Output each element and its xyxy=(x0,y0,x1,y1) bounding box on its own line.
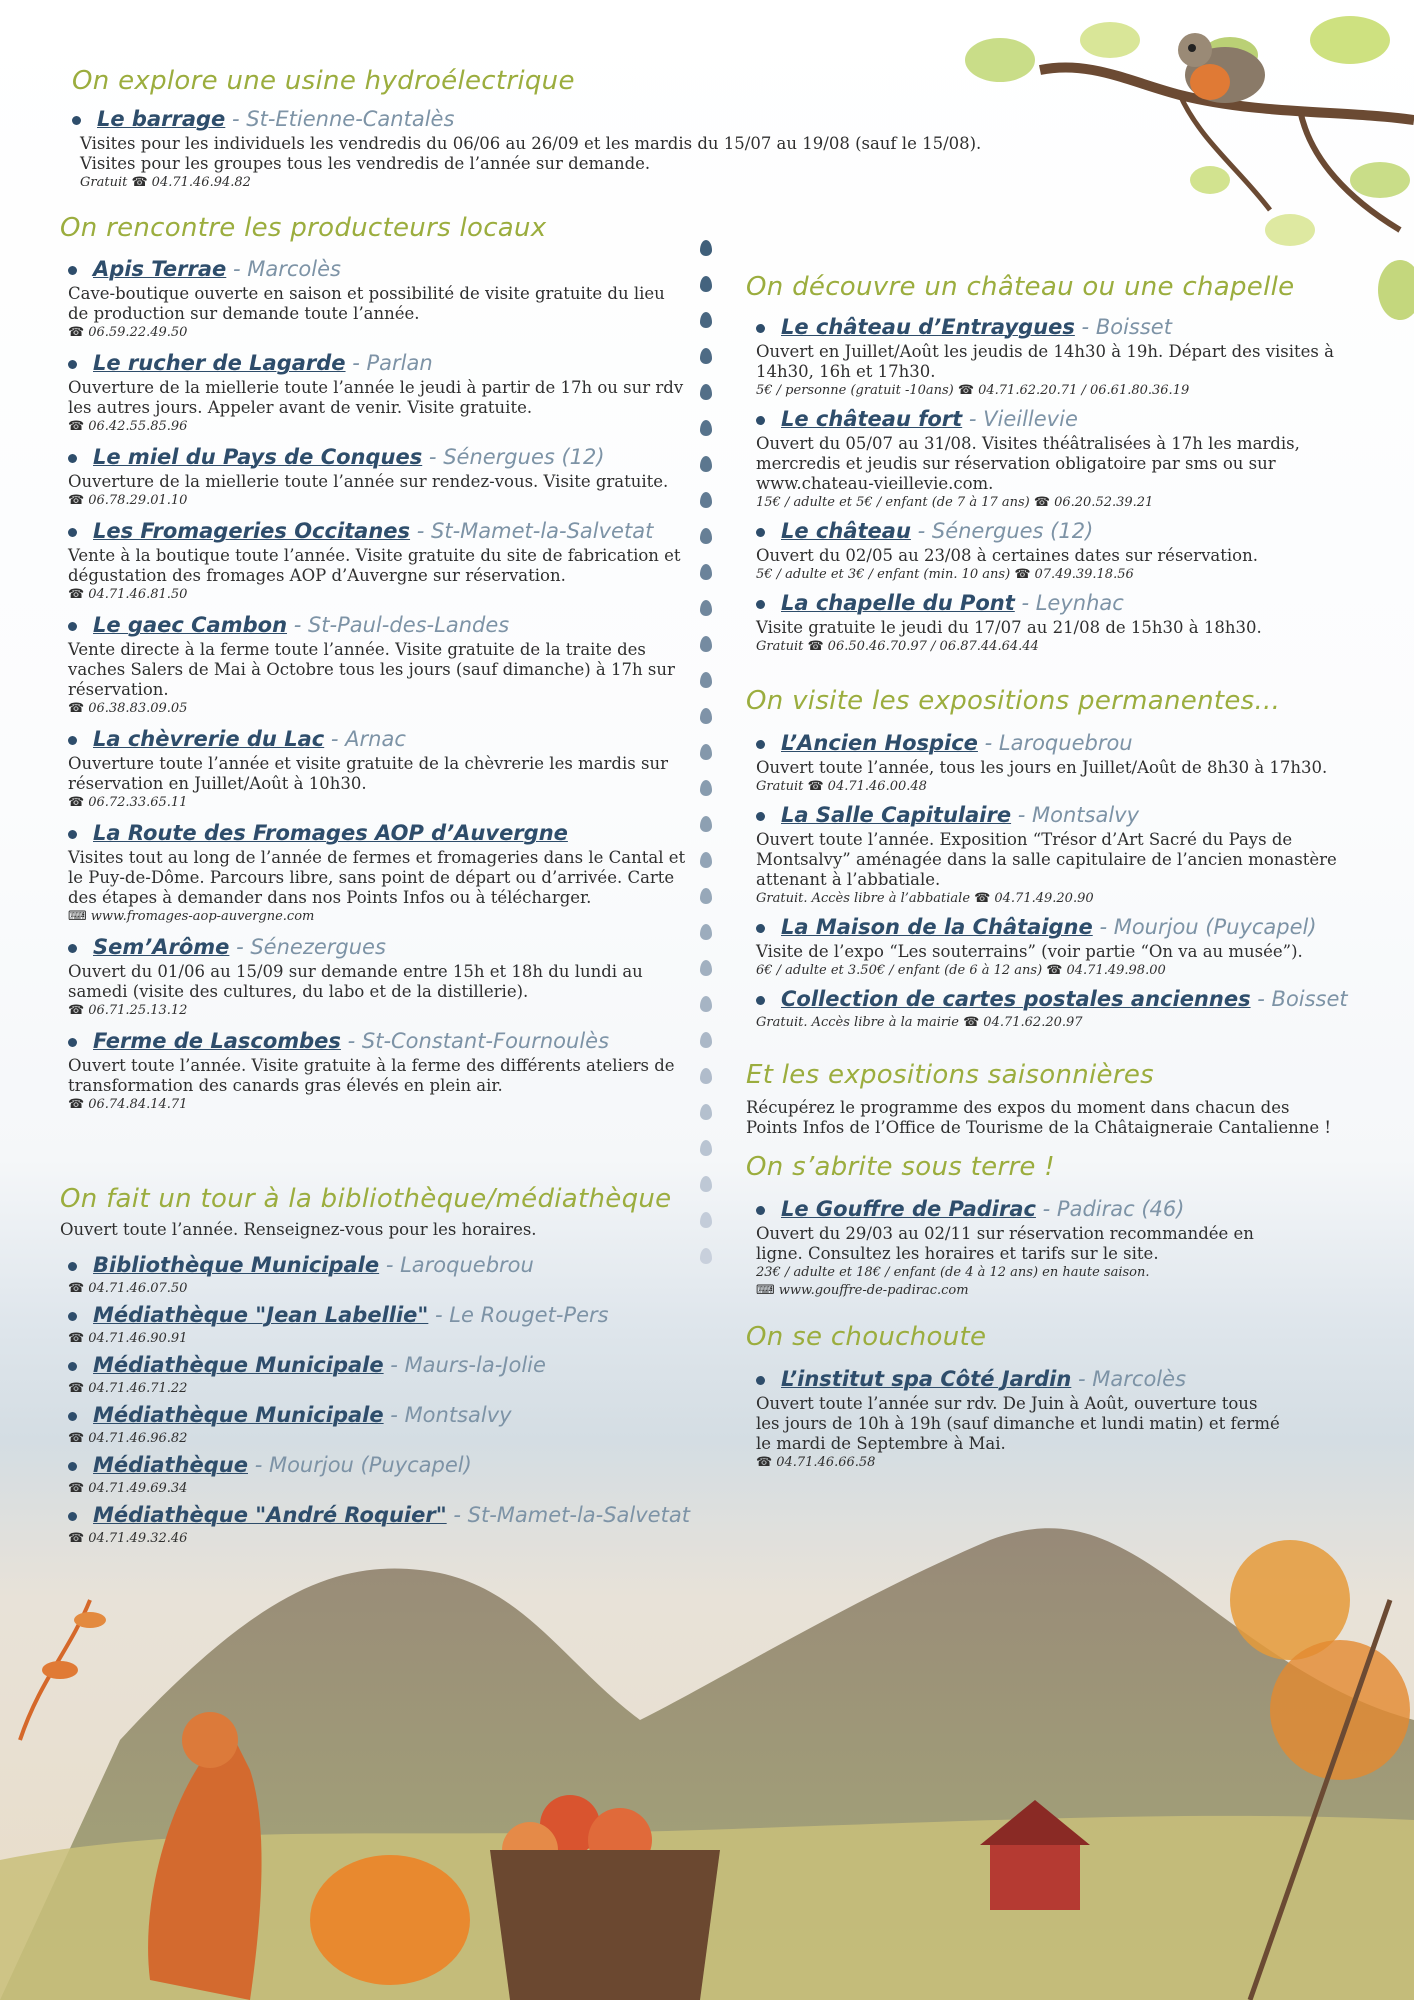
item-place: Marcolès xyxy=(1092,1367,1187,1391)
item-phone: 04.71.46.90.91 xyxy=(88,1331,188,1346)
item-description: Ouvert du 02/05 au 23/08 à certaines dates sur réservation. xyxy=(756,546,1258,565)
list-item xyxy=(68,1250,748,1298)
separator: - xyxy=(1257,987,1265,1011)
item-phone: 04.71.49.69.34 xyxy=(88,1481,188,1496)
item-website[interactable]: www.fromages-aop-auvergne.com xyxy=(90,909,315,924)
item-price: Gratuit. Accès libre à la mairie xyxy=(756,1015,959,1030)
item-name: Les Fromageries Occitanes xyxy=(93,519,411,543)
bullet-icon xyxy=(68,830,77,839)
item-place: Le Rouget-Pers xyxy=(449,1303,609,1327)
bullet-icon xyxy=(756,324,765,333)
phone-icon: ☎ xyxy=(68,1003,85,1018)
web-icon: ⌨ xyxy=(756,1283,775,1298)
phone-icon: ☎ xyxy=(68,1531,85,1546)
item-phone: 04.71.46.81.50 xyxy=(88,587,188,602)
separator: - xyxy=(428,445,437,469)
phone-icon: ☎ xyxy=(68,1431,85,1446)
raindrop-icon xyxy=(700,1212,712,1228)
item-phone: 06.59.22.49.50 xyxy=(88,325,188,340)
separator: - xyxy=(385,1253,394,1277)
raindrop-icon xyxy=(700,924,712,940)
section-title-expos: On visite les expositions permanentes... xyxy=(746,686,1281,716)
expos-list xyxy=(756,728,1356,1036)
list-item xyxy=(756,588,1346,656)
bibliotheque-intro: Ouvert toute l’année. Renseignez-vous pour les horaires. xyxy=(60,1220,537,1239)
item-phone: 06.74.84.14.71 xyxy=(88,1097,188,1112)
raindrop-icon xyxy=(700,1104,712,1120)
bullet-icon xyxy=(756,740,765,749)
item-name: La chapelle du Pont xyxy=(781,591,1015,615)
item-name: Le château fort xyxy=(781,407,963,431)
item-phone: 04.71.46.71.22 xyxy=(88,1381,188,1396)
bullet-icon xyxy=(756,812,765,821)
item-name: La Route des Fromages AOP d’Auvergne xyxy=(93,821,568,845)
section-title-chateau: On découvre un château ou une chapelle xyxy=(746,272,1295,302)
list-item xyxy=(68,932,688,1020)
item-name: La Salle Capitulaire xyxy=(781,803,1012,827)
item-phone: 04.71.46.94.82 xyxy=(151,175,251,190)
list-item xyxy=(72,104,1012,192)
web-icon: ⌨ xyxy=(68,909,87,924)
raindrop-icon xyxy=(700,492,712,508)
separator: - xyxy=(236,935,244,959)
item-name: Médiathèque Municipale xyxy=(93,1403,384,1427)
separator: - xyxy=(232,257,241,281)
item-place: St-Etienne-Cantalès xyxy=(246,107,455,131)
section-title-chouchoute: On se chouchoute xyxy=(746,1322,987,1352)
item-place: St-Mamet-la-Salvetat xyxy=(467,1503,690,1527)
producteurs-list xyxy=(68,254,688,1120)
raindrop-icon xyxy=(700,996,712,1012)
bullet-icon xyxy=(756,924,765,933)
raindrop-icon xyxy=(700,708,712,724)
separator: - xyxy=(435,1303,443,1327)
separator: - xyxy=(453,1503,461,1527)
item-name: Le barrage xyxy=(97,107,226,131)
item-description: Ouvert toute l’année. Visite gratuite à la ferme des différents ateliers de transformation des canards gras élevés en plein air. xyxy=(68,1056,675,1095)
section-title-saison: Et les expositions saisonnières xyxy=(746,1060,1154,1090)
raindrop-icon xyxy=(700,1068,712,1084)
item-price: 5€ / personne (gratuit -10ans) xyxy=(756,383,954,398)
item-phone: 04.71.49.98.00 xyxy=(1066,963,1166,978)
section-title-usine: On explore une usine hydroélectrique xyxy=(72,66,575,96)
item-phone: 06.71.25.13.12 xyxy=(88,1003,188,1018)
item-name: Collection de cartes postales anciennes xyxy=(781,987,1251,1011)
raindrop-icon xyxy=(700,672,712,688)
item-price: Gratuit xyxy=(756,639,804,654)
item-name: Le rucher de Lagarde xyxy=(93,351,346,375)
separator: - xyxy=(254,1453,263,1477)
bullet-icon xyxy=(68,1038,77,1047)
item-name: Sem’Arôme xyxy=(93,935,230,959)
list-item xyxy=(756,404,1346,512)
item-name: L’institut spa Côté Jardin xyxy=(781,1367,1072,1391)
phone-icon: ☎ xyxy=(131,175,148,190)
phone-icon: ☎ xyxy=(807,779,824,794)
bullet-icon xyxy=(68,944,77,953)
item-name: Ferme de Lascombes xyxy=(93,1029,341,1053)
bullet-icon xyxy=(68,1462,77,1471)
item-place: Leynhac xyxy=(1035,591,1124,615)
item-description: Ouvert toute l’année sur rdv. De Juin à Août, ouverture tous les jours de 10h à 19h (sauf dimanche et lundi matin) et fermé le mardi de Septembre à Mai. xyxy=(756,1394,1280,1453)
item-name: Le gaec Cambon xyxy=(93,613,288,637)
chouchoute-list xyxy=(756,1364,1286,1476)
usine-list xyxy=(72,104,1012,192)
item-description: Visites tout au long de l’année de fermes et fromageries dans le Cantal et le Puy-de-Dôme. Parcours libre, sans point de départ ou d’arrivée. Carte des étapes à demander dans nos Points Infos ou à télécharger. xyxy=(68,848,686,907)
item-price: Gratuit xyxy=(756,779,804,794)
list-item xyxy=(68,1350,748,1398)
item-place: Vieillevie xyxy=(983,407,1078,431)
item-phone: 06.20.52.39.21 xyxy=(1054,495,1154,510)
raindrop-icon xyxy=(700,348,712,364)
phone-icon: ☎ xyxy=(68,587,85,602)
section-title-bibliotheque: On fait un tour à la bibliothèque/médiathèque xyxy=(60,1184,672,1214)
phone-icon: ☎ xyxy=(957,383,975,398)
phone-icon: ☎ xyxy=(68,325,85,340)
item-price: Gratuit xyxy=(80,175,128,190)
separator: - xyxy=(1042,1197,1051,1221)
list-item xyxy=(68,516,688,604)
item-place: Maurs-la-Jolie xyxy=(404,1353,546,1377)
item-name: Médiathèque xyxy=(93,1453,248,1477)
item-phone: 06.50.46.70.97 / 06.87.44.64.44 xyxy=(827,639,1039,654)
terre-list xyxy=(756,1194,1286,1304)
phone-icon: ☎ xyxy=(68,1481,85,1496)
item-place: Laroquebrou xyxy=(998,731,1133,755)
raindrop-icon xyxy=(700,564,712,580)
list-item xyxy=(756,984,1356,1032)
list-item xyxy=(68,1400,748,1448)
separator: - xyxy=(231,107,240,131)
item-description: Ouvert en Juillet/Août les jeudis de 14h30 à 19h. Départ des visites à 14h30, 16h et 17h30. xyxy=(756,342,1334,381)
item-website[interactable]: www.gouffre-de-padirac.com xyxy=(778,1283,969,1298)
item-phone: 04.71.49.32.46 xyxy=(88,1531,188,1546)
separator: - xyxy=(984,731,993,755)
list-item xyxy=(68,818,688,926)
item-place: Marcolès xyxy=(247,257,341,281)
item-phone: 04.71.46.07.50 xyxy=(88,1281,188,1296)
list-item xyxy=(68,254,688,342)
item-price: 6€ / adulte et 3.50€ / enfant (de 6 à 12 ans) xyxy=(756,963,1043,978)
phone-icon: ☎ xyxy=(68,493,85,508)
item-phone: 04.71.46.66.58 xyxy=(776,1455,876,1470)
raindrop-icon xyxy=(700,276,712,292)
item-place: St-Constant-Fournoulès xyxy=(361,1029,610,1053)
autumn-landscape-illustration xyxy=(0,1480,1414,2000)
item-description: Cave-boutique ouverte en saison et possibilité de visite gratuite du lieu de production sur demande toute l’année. xyxy=(68,284,665,323)
separator: - xyxy=(347,1029,356,1053)
phone-icon: ☎ xyxy=(974,891,991,906)
item-name: Apis Terrae xyxy=(93,257,227,281)
raindrop-icon xyxy=(700,1032,712,1048)
raindrop-icon xyxy=(700,240,712,256)
item-name: Le Gouffre de Padirac xyxy=(781,1197,1036,1221)
item-name: Bibliothèque Municipale xyxy=(93,1253,380,1277)
item-phone: 06.42.55.85.96 xyxy=(88,419,188,434)
phone-icon: ☎ xyxy=(756,1455,773,1470)
bullet-icon xyxy=(68,736,77,745)
raindrop-icon xyxy=(700,960,712,976)
list-item xyxy=(68,1300,748,1348)
separator: - xyxy=(1021,591,1030,615)
raindrop-icon xyxy=(700,636,712,652)
bullet-icon xyxy=(756,416,765,425)
item-phone: 04.71.49.20.90 xyxy=(994,891,1094,906)
item-phone: 04.71.62.20.97 xyxy=(983,1015,1083,1030)
list-item xyxy=(68,1026,688,1114)
item-place: Padirac (46) xyxy=(1056,1197,1185,1221)
separator: - xyxy=(1017,803,1026,827)
list-item xyxy=(756,516,1346,584)
bullet-icon xyxy=(756,1376,765,1385)
item-phone: 04.71.46.00.48 xyxy=(827,779,927,794)
raindrop-icon xyxy=(700,420,712,436)
separator: - xyxy=(390,1353,398,1377)
item-place: Sénergues (12) xyxy=(931,519,1094,543)
item-price: 15€ / adulte et 5€ / enfant (de 7 à 17 ans) xyxy=(756,495,1030,510)
raindrop-icon xyxy=(700,1140,712,1156)
item-name: L’Ancien Hospice xyxy=(781,731,978,755)
item-name: Le château d’Entraygues xyxy=(781,315,1075,339)
item-place: Montsalvy xyxy=(404,1403,512,1427)
bullet-icon xyxy=(68,1412,77,1421)
bullet-icon xyxy=(756,996,765,1005)
separator: - xyxy=(293,613,302,637)
list-item xyxy=(68,442,688,510)
bullet-icon xyxy=(756,1206,765,1215)
item-place: St-Paul-des-Landes xyxy=(307,613,510,637)
item-description: Visites pour les individuels les vendredis du 06/06 au 26/09 et les mardis du 15/07 au 19/08 (sauf le 15/08). Visites pour les groupes tous les vendredis de l’année sur demande. xyxy=(80,134,982,173)
raindrop-icon xyxy=(700,744,712,760)
item-place: Sénezergues xyxy=(250,935,386,959)
phone-icon: ☎ xyxy=(68,701,85,716)
item-phone: 04.71.62.20.71 / 06.61.80.36.19 xyxy=(978,383,1190,398)
raindrop-icon xyxy=(700,888,712,904)
item-name: Le château xyxy=(781,519,911,543)
chateau-list xyxy=(756,312,1346,660)
item-description: Ouvert du 01/06 au 15/09 sur demande entre 15h et 18h du lundi au samedi (visite des cultures, du labo et de la distillerie). xyxy=(68,962,643,1001)
phone-icon: ☎ xyxy=(68,1381,85,1396)
item-name: Médiathèque "Jean Labellie" xyxy=(93,1303,429,1327)
phone-icon: ☎ xyxy=(68,419,85,434)
bullet-icon xyxy=(68,266,77,275)
separator: - xyxy=(330,727,339,751)
separator: - xyxy=(968,407,977,431)
list-item xyxy=(756,1194,1286,1300)
item-price: 23€ / adulte et 18€ / enfant (de 4 à 12 ans) en haute saison. xyxy=(756,1265,1150,1280)
item-description: Ouverture de la miellerie toute l’année sur rendez-vous. Visite gratuite. xyxy=(68,472,669,491)
list-item xyxy=(68,610,688,718)
bullet-icon xyxy=(68,1312,77,1321)
item-place: Mourjou (Puycapel) xyxy=(268,1453,472,1477)
list-item xyxy=(756,912,1356,980)
item-description: Ouvert toute l’année, tous les jours en Juillet/Août de 8h30 à 17h30. xyxy=(756,758,1328,777)
item-phone: 07.49.39.18.56 xyxy=(1034,567,1134,582)
raindrop-icon xyxy=(700,600,712,616)
separator: - xyxy=(352,351,360,375)
item-name: Médiathèque "André Roquier" xyxy=(93,1503,447,1527)
raindrop-icon xyxy=(700,456,712,472)
raindrop-icon xyxy=(700,852,712,868)
phone-icon: ☎ xyxy=(1033,495,1051,510)
item-price: Gratuit. Accès libre à l’abbatiale xyxy=(756,891,971,906)
item-description: Visite de l’expo “Les souterrains” (voir partie “On va au musée”). xyxy=(756,942,1303,961)
bullet-icon xyxy=(72,116,81,125)
item-phone: 06.78.29.01.10 xyxy=(88,493,188,508)
list-item xyxy=(756,1364,1286,1472)
item-place: Parlan xyxy=(366,351,433,375)
raindrop-icon xyxy=(700,384,712,400)
separator: - xyxy=(390,1403,398,1427)
saison-description: Récupérez le programme des expos du moment dans chacun des Points Infos de l’Office de Tourisme de la Châtaigneraie Cantalienne ! xyxy=(746,1098,1332,1137)
bullet-icon xyxy=(756,528,765,537)
bullet-icon xyxy=(68,622,77,631)
list-item xyxy=(68,724,688,812)
item-description: Vente à la boutique toute l’année. Visite gratuite du site de fabrication et dégustation des fromages AOP d’Auvergne sur réservation. xyxy=(68,546,681,585)
phone-icon: ☎ xyxy=(68,1281,85,1296)
item-place: Boisset xyxy=(1095,315,1172,339)
item-description: Ouvert du 05/07 au 31/08. Visites théâtralisées à 17h les mardis, mercredis et jeudis sur réservation obligatoire par sms ou sur www.chateau-vieillevie.com. xyxy=(756,434,1300,493)
item-name: La chèvrerie du Lac xyxy=(93,727,325,751)
item-name: La Maison de la Châtaigne xyxy=(781,915,1093,939)
item-description: Ouvert toute l’année. Exposition “Trésor d’Art Sacré du Pays de Montsalvy” aménagée dans la salle capitulaire de l’ancien monastère attenant à l’abbatiale. xyxy=(756,830,1337,889)
section-title-producteurs: On rencontre les producteurs locaux xyxy=(60,213,547,243)
bullet-icon xyxy=(68,1362,77,1371)
phone-icon: ☎ xyxy=(1046,963,1063,978)
raindrop-icon xyxy=(700,312,712,328)
item-place: Mourjou (Puycapel) xyxy=(1113,915,1317,939)
item-place: Montsalvy xyxy=(1032,803,1140,827)
item-description: Visite gratuite le jeudi du 17/07 au 21/08 de 15h30 à 18h30. xyxy=(756,618,1262,637)
item-place: Sénergues (12) xyxy=(443,445,605,469)
separator: - xyxy=(1078,1367,1086,1391)
section-title-terre: On s’abrite sous terre ! xyxy=(746,1152,1056,1182)
separator: - xyxy=(1081,315,1090,339)
list-item xyxy=(756,800,1356,908)
phone-icon: ☎ xyxy=(68,1331,85,1346)
raindrop-icon xyxy=(700,1176,712,1192)
list-item xyxy=(68,348,688,436)
item-description: Vente directe à la ferme toute l’année. Visite gratuite de la traite des vaches Salers de Mai à Octobre tous les jours (sauf dimanche) à 17h sur réservation. xyxy=(68,640,675,699)
separator: - xyxy=(917,519,926,543)
item-place: St-Mamet-la-Salvetat xyxy=(431,519,654,543)
item-place: Arnac xyxy=(345,727,406,751)
item-description: Ouverture toute l’année et visite gratuite de la chèvrerie les mardis sur réservation en Juillet/Août à 10h30. xyxy=(68,754,668,793)
item-place: Laroquebrou xyxy=(400,1253,534,1277)
raindrop-icon xyxy=(700,816,712,832)
phone-icon: ☎ xyxy=(963,1015,980,1030)
bullet-icon xyxy=(68,1262,77,1271)
phone-icon: ☎ xyxy=(68,795,85,810)
item-phone: 06.72.33.65.11 xyxy=(88,795,188,810)
item-phone: 04.71.46.96.82 xyxy=(88,1431,188,1446)
bullet-icon xyxy=(68,360,77,369)
item-description: Ouvert du 29/03 au 02/11 sur réservation recommandée en ligne. Consultez les horaires et tarifs sur le site. xyxy=(756,1224,1254,1263)
item-phone: 06.38.83.09.05 xyxy=(88,701,188,716)
item-price: 5€ / adulte et 3€ / enfant (min. 10 ans) xyxy=(756,567,1011,582)
phone-icon: ☎ xyxy=(68,1097,85,1112)
raindrop-icon xyxy=(700,780,712,796)
item-description: Ouverture de la miellerie toute l’année le jeudi à partir de 17h ou sur rdv les autres jours. Appeler avant de venir. Visite gratuite. xyxy=(68,378,684,417)
bullet-icon xyxy=(68,528,77,537)
bullet-icon xyxy=(756,600,765,609)
list-item xyxy=(756,728,1356,796)
bullet-icon xyxy=(68,454,77,463)
separator: - xyxy=(416,519,425,543)
separator: - xyxy=(1099,915,1108,939)
phone-icon: ☎ xyxy=(1014,567,1031,582)
raindrop-icon xyxy=(700,528,712,544)
phone-icon: ☎ xyxy=(807,639,824,654)
item-place: Boisset xyxy=(1271,987,1348,1011)
item-name: Le miel du Pays de Conques xyxy=(93,445,423,469)
item-name: Médiathèque Municipale xyxy=(93,1353,384,1377)
list-item xyxy=(756,312,1346,400)
